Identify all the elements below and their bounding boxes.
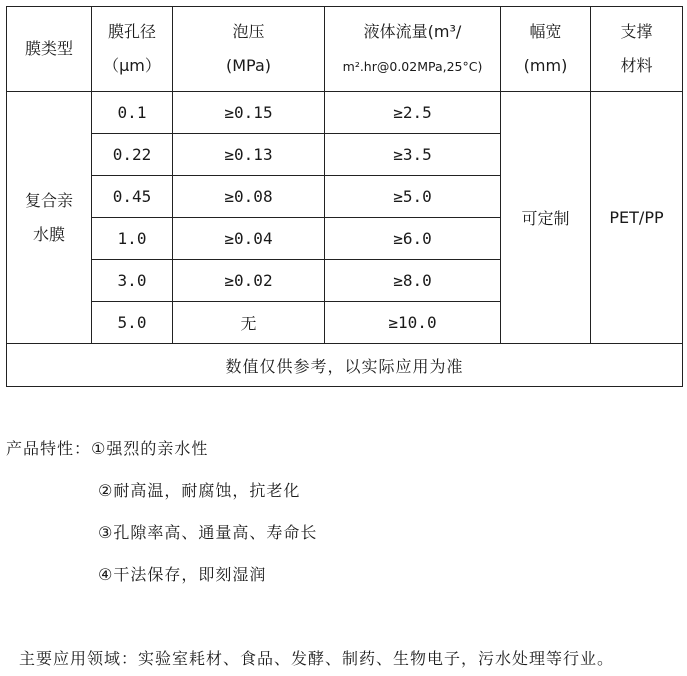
pore-size-cell: 0.1 [92,92,173,134]
bubble-pressure-cell: ≥0.02 [173,260,325,302]
liquid-flow-cell: ≥8.0 [325,260,501,302]
bubble-pressure-cell: ≥0.08 [173,176,325,218]
feature-item: ①强烈的亲水性 [91,439,209,458]
liquid-flow-cell: ≥3.5 [325,134,501,176]
pore-size-cell: 1.0 [92,218,173,260]
pore-size-cell: 3.0 [92,260,173,302]
width-value-cell: 可定制 [501,92,591,344]
liquid-flow-cell: ≥5.0 [325,176,501,218]
pore-size-cell: 0.45 [92,176,173,218]
table-row [7,92,683,134]
feature-item: ②耐高温，耐腐蚀，抗老化 [98,481,301,500]
header-bubble-pressure: 泡压 (MPa) [173,7,325,92]
liquid-flow-cell: ≥6.0 [325,218,501,260]
liquid-flow-cell: ≥2.5 [325,92,501,134]
feature-item: ③孔隙率高、通量高、寿命长 [98,523,318,542]
features-label: 产品特性： [6,439,92,458]
spec-table [6,6,683,387]
liquid-flow-cell: ≥10.0 [325,302,501,344]
bubble-pressure-cell: ≥0.15 [173,92,325,134]
header-pore-size: 膜孔径 （μm） [92,7,173,92]
bubble-pressure-cell: ≥0.04 [173,218,325,260]
membrane-type-cell: 复合亲 水膜 [7,92,92,344]
application-fields: 主要应用领域：实验室耗材、食品、发酵、制药、生物电子，污水处理等行业。 [19,649,615,668]
pore-size-cell: 0.22 [92,134,173,176]
support-value-cell: PET/PP [591,92,683,344]
header-row [7,7,683,92]
table-note: 数值仅供参考，以实际应用为准 [7,344,683,387]
header-membrane-type: 膜类型 [7,7,92,92]
bubble-pressure-cell: ≥0.13 [173,134,325,176]
pore-size-cell: 5.0 [92,302,173,344]
header-width: 幅宽 (mm) [501,7,591,92]
bubble-pressure-cell: 无 [173,302,325,344]
header-support-material: 支撑 材料 [591,7,683,92]
feature-item: ④干法保存，即刻湿润 [98,565,267,584]
header-liquid-flow: 液体流量(m³/ m².hr@0.02MPa,25°C) [325,7,501,92]
